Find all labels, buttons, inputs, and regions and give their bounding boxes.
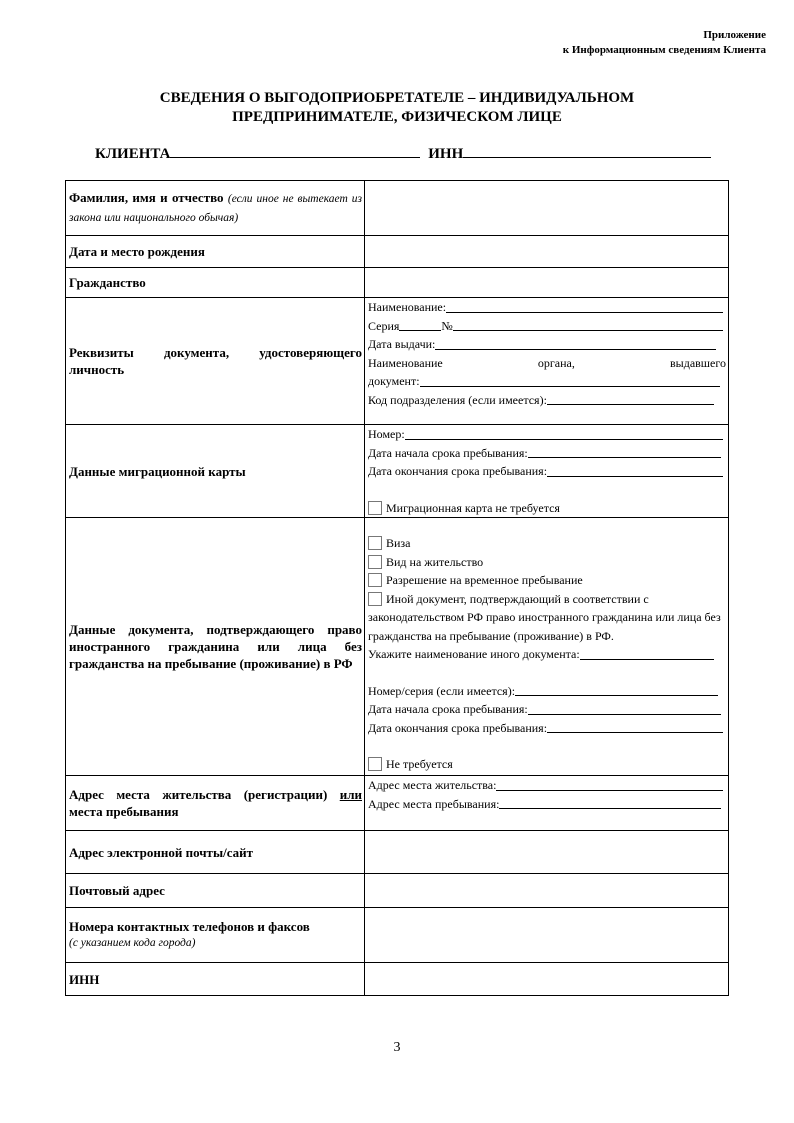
- id-doc-name-field[interactable]: [446, 298, 723, 313]
- migration-start-field[interactable]: [528, 444, 721, 459]
- residence-doc-spacer-2: [368, 737, 726, 755]
- row-birth: [66, 236, 729, 268]
- id-doc-division-label: Код подразделения (если имеется):: [368, 392, 547, 407]
- checkbox-icon[interactable]: [368, 573, 382, 587]
- migration-start-line[interactable]: [368, 444, 726, 463]
- inn-label: ИНН: [428, 146, 464, 162]
- residence-doc-label-cell: [66, 518, 365, 776]
- migration-number-line[interactable]: [368, 425, 726, 444]
- postal-value-cell[interactable]: [365, 874, 729, 908]
- row-address: [66, 776, 729, 831]
- id-doc-issue-date-line[interactable]: [368, 335, 726, 354]
- id-doc-series-line[interactable]: [368, 317, 726, 336]
- email-value-cell[interactable]: [365, 831, 729, 874]
- email-label: Адрес электронной почты/сайт: [66, 831, 365, 874]
- inn-value-cell[interactable]: [365, 963, 729, 996]
- residence-end-label: Дата окончания срока пребывания:: [368, 720, 548, 735]
- id-doc-division-field[interactable]: [547, 391, 714, 406]
- address-label-part-1: Адрес места жительства (регистрации): [69, 787, 328, 802]
- fio-label: Фамилия, имя и отчество: [69, 190, 224, 205]
- residence-address-line[interactable]: [368, 776, 726, 795]
- checkbox-icon[interactable]: [368, 501, 382, 515]
- checkbox-icon[interactable]: [368, 555, 382, 569]
- id-doc-name-label: Наименование:: [368, 300, 447, 314]
- id-doc-label-cell: [66, 298, 365, 425]
- migration-value-cell: [365, 425, 729, 518]
- migration-start-label: Дата начала срока пребывания:: [368, 445, 528, 460]
- id-doc-value-cell: [365, 298, 729, 425]
- temp-residence-label: Разрешение на временное пребывание: [386, 573, 583, 587]
- id-doc-authority-field-line[interactable]: [368, 372, 726, 391]
- address-label-block: [69, 786, 362, 820]
- stay-address-label: Адрес места пребывания:: [368, 796, 500, 811]
- residence-start-label: Дата начала срока пребывания:: [368, 702, 528, 716]
- appendix-line-2: к Информационным сведениям Клиента: [562, 44, 766, 56]
- client-inn-field[interactable]: [463, 143, 711, 158]
- residence-not-required-label: Не требуется: [386, 757, 453, 771]
- residence-end-line[interactable]: [368, 719, 726, 738]
- other-doc-name-field[interactable]: [580, 645, 714, 660]
- page-title: [0, 89, 794, 127]
- address-value-cell: [365, 776, 729, 831]
- id-doc-issue-date-field[interactable]: [435, 335, 716, 350]
- id-doc-authority-line: [368, 354, 726, 373]
- checkbox-icon[interactable]: [368, 757, 382, 771]
- id-doc-division-line[interactable]: [368, 391, 726, 410]
- fio-value-cell[interactable]: [365, 181, 729, 236]
- migration-end-line[interactable]: [368, 462, 726, 481]
- address-label-or: или: [339, 787, 362, 802]
- id-doc-authority-field[interactable]: [420, 372, 720, 387]
- residence-number-line[interactable]: [368, 682, 726, 701]
- birth-label: Дата и место рождения: [66, 236, 365, 268]
- citizenship-label: Гражданство: [66, 268, 365, 298]
- beneficiary-form-table: [65, 180, 729, 996]
- phones-value-cell[interactable]: [365, 908, 729, 963]
- migration-not-required-label: Миграционная карта не требуется: [386, 500, 560, 515]
- inn-row-label: ИНН: [66, 963, 365, 996]
- migration-number-label: Номер:: [368, 427, 405, 441]
- phones-label: Номера контактных телефонов и факсов: [69, 919, 310, 934]
- citizenship-value-cell[interactable]: [365, 268, 729, 298]
- id-doc-series-label: Серия: [368, 318, 400, 333]
- id-doc-series-field[interactable]: [399, 317, 441, 332]
- client-label: КЛИЕНТА: [95, 146, 171, 162]
- migration-end-label: Дата окончания срока пребывания:: [368, 464, 548, 478]
- migration-end-field[interactable]: [547, 462, 723, 477]
- migration-not-required-option[interactable]: [368, 499, 726, 518]
- visa-label: Виза: [386, 536, 411, 550]
- row-phones: [66, 908, 729, 963]
- checkbox-icon[interactable]: [368, 536, 382, 550]
- client-name-field[interactable]: [170, 143, 420, 158]
- other-doc-label: Иной документ, подтверждающий в соответствии с законодательством РФ право иностранного гражданина или лица без гражданства на пребывание (проживание) в РФ.: [368, 591, 721, 643]
- postal-label: Почтовый адрес: [66, 874, 365, 908]
- fio-label-block: [69, 189, 362, 227]
- residence-doc-label: Данные документа, подтверждающего право иностранного гражданина или лица без гражданства на пребывание (проживание) в РФ: [69, 622, 362, 671]
- title-line-2: ПРЕДПРИНИМАТЕЛЕ, ФИЗИЧЕСКОМ ЛИЦЕ: [232, 109, 562, 125]
- row-inn: [66, 963, 729, 996]
- residence-permit-label: Вид на жительство: [386, 554, 484, 569]
- id-doc-authority-word-1: Наименование: [368, 355, 443, 370]
- other-doc-name-label: Укажите наименование иного документа:: [368, 647, 580, 661]
- residence-doc-spacer-1: [368, 664, 726, 682]
- residence-address-label: Адрес места жительства:: [368, 778, 497, 792]
- residence-permit-option[interactable]: [368, 553, 726, 572]
- page-number: 3: [393, 1040, 401, 1055]
- id-doc-authority-word-2: органа,: [537, 355, 575, 370]
- row-postal: [66, 874, 729, 908]
- fio-label-cell: [66, 181, 365, 236]
- residence-number-label: Номер/серия (если имеется):: [368, 683, 516, 698]
- id-doc-authority-word-4: документ:: [368, 374, 420, 388]
- id-doc-authority-word-3: выдавшего: [669, 355, 726, 370]
- residence-start-line[interactable]: [368, 700, 726, 719]
- residence-not-required-option[interactable]: [368, 755, 726, 774]
- temp-residence-option[interactable]: [368, 571, 726, 590]
- id-doc-number-field[interactable]: [453, 317, 723, 332]
- id-doc-label: Реквизиты документа, удостоверяющего личность: [69, 345, 362, 377]
- id-doc-name-line[interactable]: [368, 298, 726, 317]
- address-label-cell: [66, 776, 365, 831]
- residence-start-field[interactable]: [528, 700, 721, 715]
- birth-value-cell[interactable]: [365, 236, 729, 268]
- checkbox-icon[interactable]: [368, 592, 382, 606]
- visa-option[interactable]: [368, 534, 726, 553]
- phones-label-cell: [66, 908, 365, 963]
- stay-address-field[interactable]: [499, 795, 721, 810]
- phones-note: (с указанием кода города): [69, 937, 196, 949]
- row-fio: [66, 181, 729, 236]
- residence-doc-value-cell: [365, 518, 729, 776]
- other-doc-option[interactable]: [368, 590, 726, 646]
- id-doc-issue-date-label: Дата выдачи:: [368, 337, 436, 351]
- row-citizenship: [66, 268, 729, 298]
- row-id-document: [66, 298, 729, 425]
- residence-number-field[interactable]: [515, 682, 718, 697]
- fio-note: (если иное не вытекает из закона или национального обычая): [69, 193, 363, 224]
- row-email: [66, 831, 729, 874]
- row-migration-card: [66, 425, 729, 518]
- migration-number-field[interactable]: [405, 425, 723, 440]
- appendix-line-1: Приложение: [703, 29, 766, 41]
- residence-address-field[interactable]: [496, 776, 723, 791]
- migration-label: Данные миграционной карты: [66, 425, 365, 518]
- other-doc-name-line[interactable]: [368, 645, 726, 664]
- address-label-part-2: места пребывания: [69, 804, 179, 819]
- migration-spacer: [368, 481, 726, 499]
- id-doc-number-sign: №: [441, 318, 453, 333]
- client-line: [95, 143, 711, 163]
- title-line-1: СВЕДЕНИЯ О ВЫГОДОПРИОБРЕТАТЕЛЕ – ИНДИВИДУАЛЬНОМ: [159, 90, 635, 106]
- row-residence-document: [66, 518, 729, 776]
- appendix-note: [563, 28, 766, 58]
- stay-address-line[interactable]: [368, 795, 726, 814]
- residence-end-field[interactable]: [547, 719, 723, 734]
